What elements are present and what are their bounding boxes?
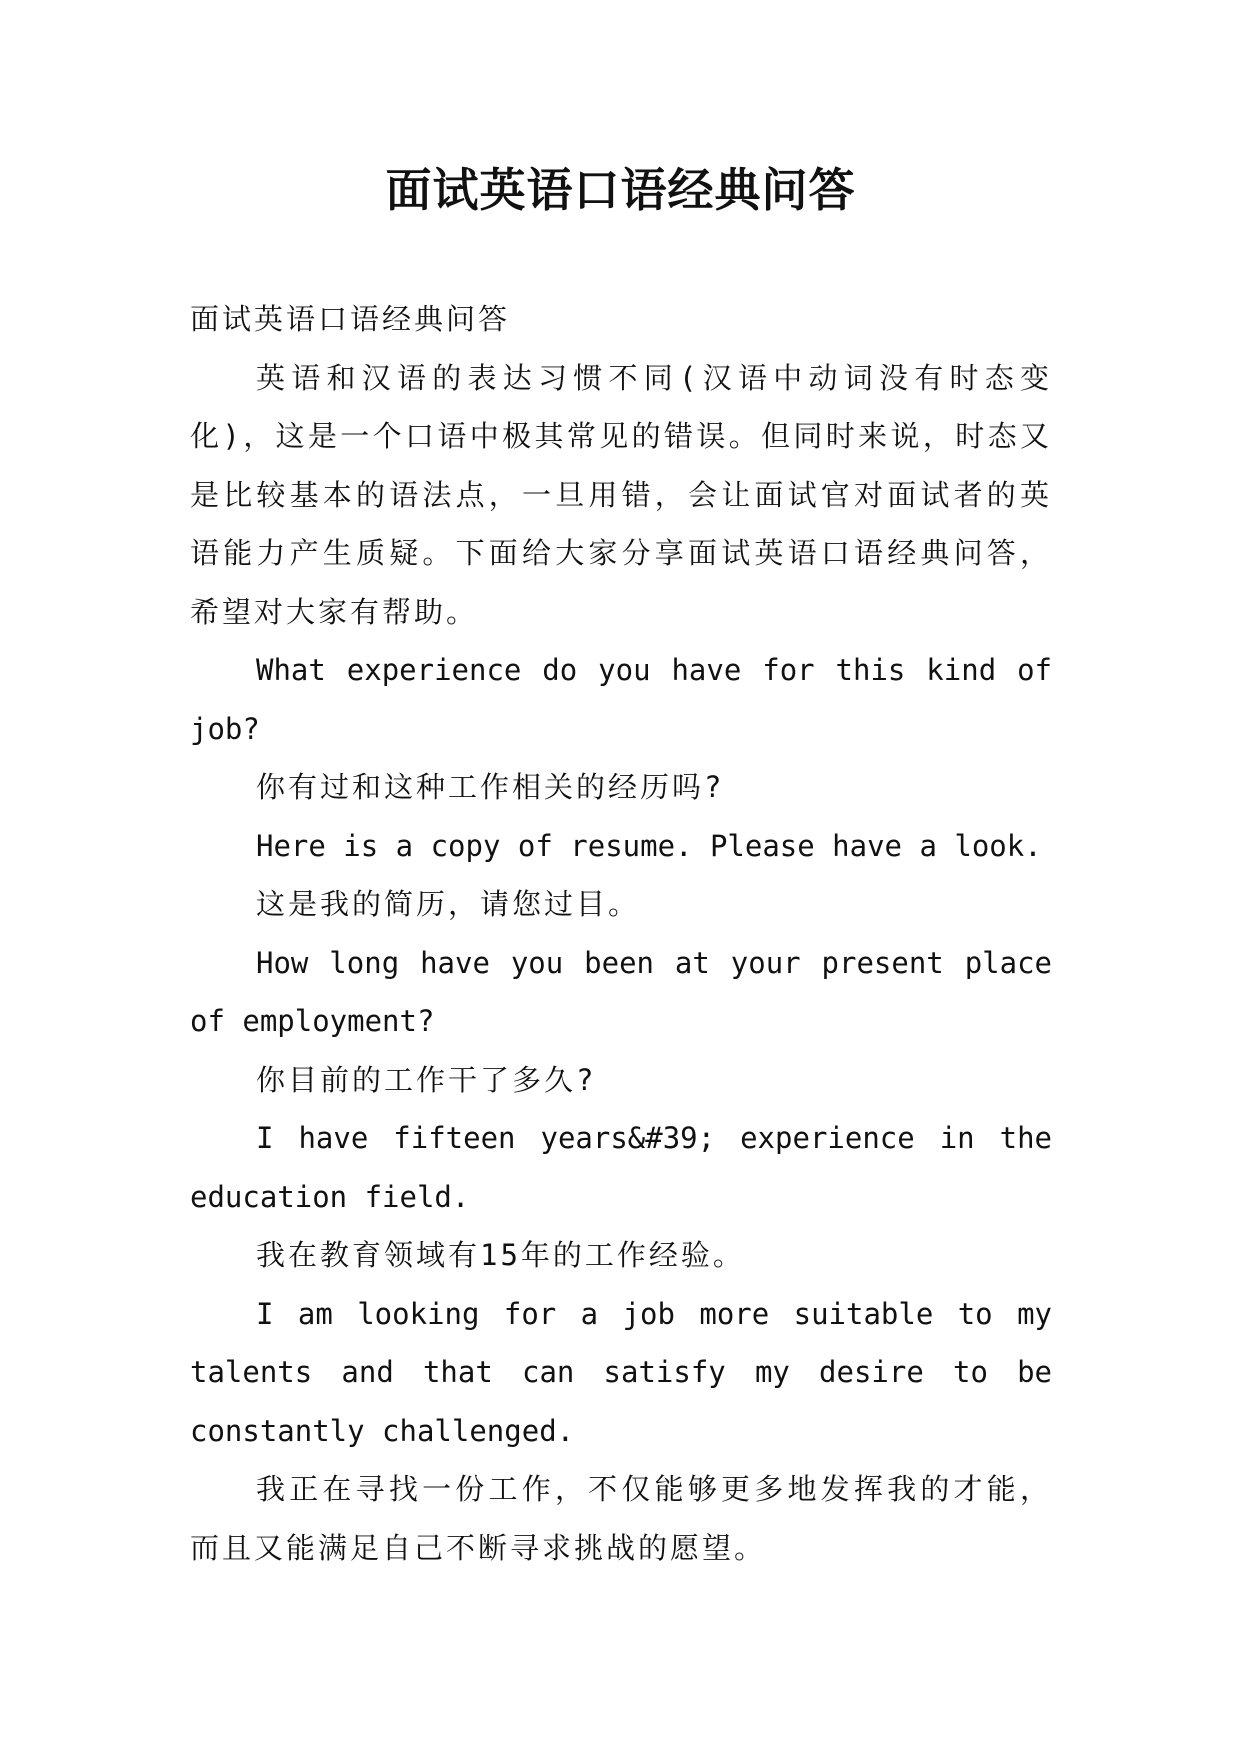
question-2-zh: 你目前的工作干了多久? [256, 1062, 597, 1097]
intro-paragraph: 英语和汉语的表达习惯不同(汉语中动词没有时态变化)，这是一个口语中极其常见的错误。但同时来说，时态又是比较基本的语法点，一旦用错，会让面试官对面试者的英语能力产生质疑。下面给大家分享面试英语口语经典问答，希望对大家有帮助。 [190, 360, 1052, 629]
question-2-en: How long have you been at your present place of employment? [190, 945, 1052, 1038]
statement-zh: 我正在寻找一份工作，不仅能够更多地发挥我的才能，而且又能满足自己不断寻求挑战的愿望。 [190, 1472, 1052, 1565]
document-title: 面试英语口语经典问答 [385, 163, 856, 217]
question-1-zh: 你有过和这种工作相关的经历吗? [256, 770, 725, 804]
statement-en: I am looking for a job more suitable to my talents and that can satisfy my desire to be constantly challenged. [190, 1296, 1052, 1448]
answer-2-zh: 我在教育领域有15年的工作经验。 [256, 1238, 745, 1272]
question-1-en: What experience do you have for this kind of job? [190, 653, 1052, 746]
answer-2-en: I have fifteen years&#39; experience in the education field. [190, 1121, 1052, 1214]
answer-1-zh: 这是我的简历，请您过目。 [256, 887, 641, 921]
answer-1-en: Here is a copy of resume. Please have a look. [256, 828, 1042, 863]
subtitle-paragraph: 面试英语口语经典问答 [190, 302, 511, 336]
document-body [190, 290, 1052, 1577]
